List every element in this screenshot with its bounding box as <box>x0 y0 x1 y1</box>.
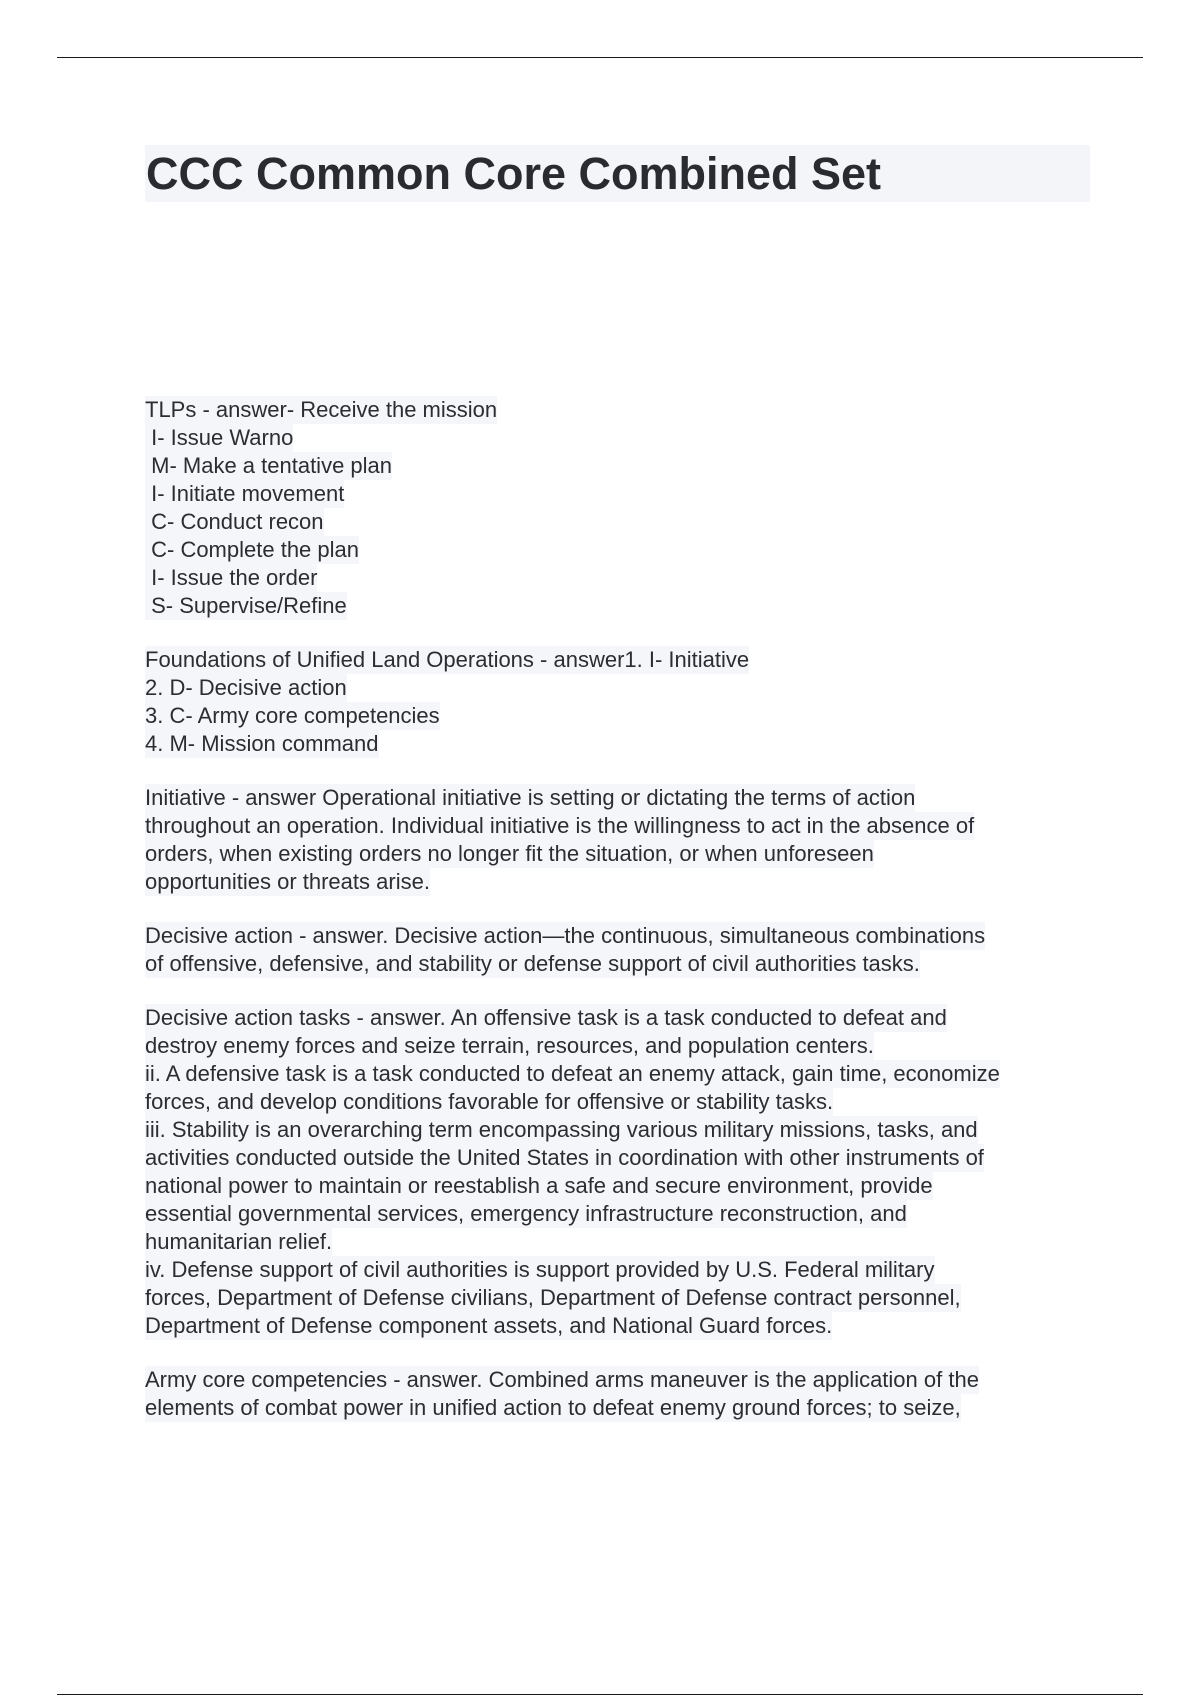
text-line: activities conducted outside the United States in coordination with other instruments of <box>145 1145 984 1170</box>
text-line: C- Conduct recon <box>145 509 324 534</box>
text-line: ii. A defensive task is a task conducted to defeat an enemy attack, gain time, economize <box>145 1061 1000 1086</box>
text-line: destroy enemy forces and seize terrain, resources, and population centers. <box>145 1033 874 1058</box>
qa-entry-decisive-action-tasks <box>145 1004 1095 1340</box>
text-line: orders, when existing orders no longer fit the situation, or when unforeseen <box>145 841 874 866</box>
text-line: Army core competencies - answer. Combined arms maneuver is the application of the <box>145 1367 979 1392</box>
text-line: throughout an operation. Individual initiative is the willingness to act in the absence of <box>145 813 975 838</box>
text-line: Decisive action tasks - answer. An offensive task is a task conducted to defeat and <box>145 1005 947 1030</box>
text-line: 4. M- Mission command <box>145 731 379 756</box>
text-line: iii. Stability is an overarching term encompassing various military missions, tasks, and <box>145 1117 978 1142</box>
text-line: forces, Department of Defense civilians, Department of Defense contract personnel, <box>145 1285 961 1310</box>
text-line: I- Issue Warno <box>145 425 294 450</box>
text-line: C- Complete the plan <box>145 537 359 562</box>
qa-entry-decisive-action <box>145 922 1095 978</box>
document-body <box>145 396 1095 1448</box>
text-line: Department of Defense component assets, and National Guard forces. <box>145 1313 833 1338</box>
qa-entry-tlps <box>145 396 1095 620</box>
text-line: forces, and develop conditions favorable for offensive or stability tasks. <box>145 1089 834 1114</box>
text-line: humanitarian relief. <box>145 1229 333 1254</box>
qa-entry-initiative <box>145 784 1095 896</box>
text-line: Decisive action - answer. Decisive action—the continuous, simultaneous combinations <box>145 923 986 948</box>
text-line: S- Supervise/Refine <box>145 593 347 618</box>
top-rule <box>57 57 1143 58</box>
text-line: M- Make a tentative plan <box>145 453 393 478</box>
text-line: national power to maintain or reestablish a safe and secure environment, provide <box>145 1173 933 1198</box>
text-line: I- Issue the order <box>145 565 318 590</box>
text-line: 3. C- Army core competencies <box>145 703 440 728</box>
page-title: CCC Common Core Combined Set <box>146 148 882 199</box>
text-line: iv. Defense support of civil authorities is support provided by U.S. Federal military <box>145 1257 935 1282</box>
qa-entry-army-core-competencies <box>145 1366 1095 1422</box>
qa-entry-foundations <box>145 646 1095 758</box>
text-line: 2. D- Decisive action <box>145 675 347 700</box>
text-line: elements of combat power in unified action to defeat enemy ground forces; to seize, <box>145 1395 961 1420</box>
text-line: essential governmental services, emergency infrastructure reconstruction, and <box>145 1201 907 1226</box>
text-line: of offensive, defensive, and stability or defense support of civil authorities tasks. <box>145 951 920 976</box>
text-line: I- Initiate movement <box>145 481 345 506</box>
bottom-rule <box>57 1694 1143 1695</box>
text-line: Initiative - answer Operational initiative is setting or dictating the terms of action <box>145 785 916 810</box>
text-line: TLPs - answer- Receive the mission <box>145 397 498 422</box>
text-line: opportunities or threats arise. <box>145 869 430 894</box>
text-line: Foundations of Unified Land Operations - answer1. I- Initiative <box>145 647 750 672</box>
